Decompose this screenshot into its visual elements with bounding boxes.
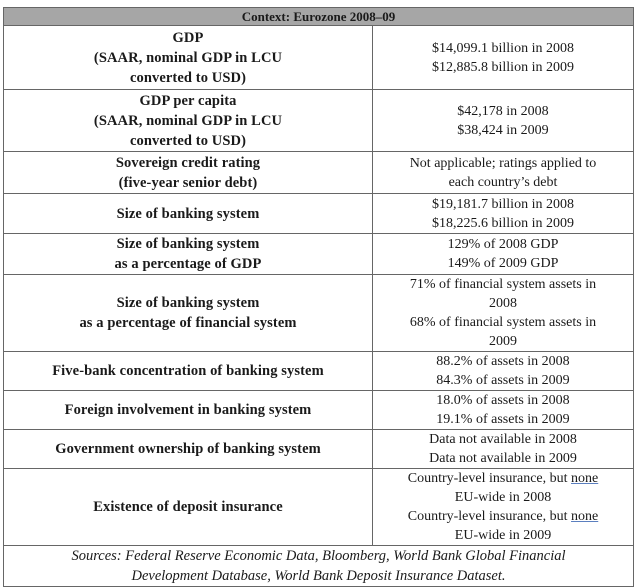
value-line: 18.0% of assets in 2008: [436, 393, 570, 408]
value-line: Not applicable; ratings applied to: [409, 155, 597, 171]
value-line: 19.1% of assets in 2009: [436, 412, 570, 427]
row-label: [4, 391, 373, 430]
row-value: [373, 26, 634, 90]
value-line: 129% of 2008 GDP: [447, 237, 559, 252]
value-line: 68% of financial system assets in: [409, 315, 597, 330]
label-line: converted to USD): [129, 132, 247, 149]
label-line: (SAAR, nominal GDP in LCU: [93, 49, 283, 66]
table-row-foreign-involvement: [4, 391, 634, 430]
row-label: [4, 352, 373, 391]
label-line: Size of banking system: [116, 236, 260, 252]
table-row-five-bank-concentration: [4, 352, 634, 391]
table-row-government-ownership: [4, 430, 634, 469]
row-label: [4, 430, 373, 469]
label-line: Five-bank concentration of banking system: [52, 363, 324, 379]
value-line: 2008: [489, 296, 517, 311]
value-line: $19,181.7 billion in 2008: [432, 196, 574, 212]
row-label: [4, 26, 373, 90]
value-line: $12,885.8 billion in 2009: [432, 59, 574, 75]
label-line: (SAAR, nominal GDP in LCU: [93, 112, 283, 129]
table-row-gdp: [4, 26, 634, 90]
row-label: [4, 469, 373, 546]
value-line: Data not available in 2009: [429, 451, 577, 466]
value-line: each country’s debt: [448, 174, 558, 190]
label-line: as a percentage of financial system: [79, 315, 297, 331]
label-line: Size of banking system: [116, 205, 260, 222]
row-value: [373, 275, 634, 352]
row-value: [373, 430, 634, 469]
label-line: Size of banking system: [116, 295, 260, 311]
value-line: 71% of financial system assets in: [409, 277, 597, 292]
value-line: [377, 507, 629, 526]
sources-line: Sources: Federal Reserve Economic Data, Bloomberg, World Bank Global Financial: [71, 548, 566, 564]
label-line: Foreign involvement in banking system: [64, 402, 312, 418]
label-line: Existence of deposit insurance: [93, 499, 283, 515]
row-label: [4, 194, 373, 234]
label-line: converted to USD): [129, 69, 247, 86]
label-line: (five-year senior debt): [118, 174, 258, 191]
label-line: GDP: [172, 29, 204, 46]
value-line: 2009: [489, 334, 517, 349]
label-line: Government ownership of banking system: [55, 441, 321, 457]
underlined-word: none: [571, 509, 599, 524]
table-header-row: [4, 8, 634, 26]
row-label: [4, 152, 373, 194]
row-value: [373, 152, 634, 194]
value-line: 149% of 2009 GDP: [447, 256, 559, 271]
table-row-deposit-insurance: [4, 469, 634, 546]
table-title: Context: Eurozone 2008–09: [4, 8, 634, 26]
table-row-gdp-per-capita: [4, 90, 634, 152]
value-line: EU-wide in 2008: [454, 490, 552, 505]
value-line: [377, 469, 629, 488]
value-line: Data not available in 2008: [429, 432, 577, 447]
table-row-banking-size: [4, 194, 634, 234]
row-value: [373, 194, 634, 234]
table-sources-row: [4, 546, 634, 587]
value-line: $18,225.6 billion in 2009: [432, 215, 574, 231]
row-label: [4, 234, 373, 275]
row-value: [373, 469, 634, 546]
label-line: as a percentage of GDP: [114, 256, 262, 272]
table-row-banking-pct-gdp: [4, 234, 634, 275]
sources-line: Development Database, World Bank Deposit Insurance Dataset.: [131, 568, 506, 584]
table-row-banking-pct-financial: [4, 275, 634, 352]
value-line: 84.3% of assets in 2009: [436, 373, 570, 388]
row-value: [373, 90, 634, 152]
value-line: EU-wide in 2009: [454, 528, 552, 543]
table-row-sovereign-rating: [4, 152, 634, 194]
row-value: [373, 352, 634, 391]
label-line: GDP per capita: [139, 92, 237, 109]
eurozone-context-table: [3, 7, 634, 587]
label-line: Sovereign credit rating: [115, 154, 261, 171]
value-line: $42,178 in 2008: [457, 103, 549, 119]
sources-note: [4, 546, 634, 587]
row-label: [4, 275, 373, 352]
value-line: 88.2% of assets in 2008: [436, 354, 570, 369]
row-value: [373, 234, 634, 275]
value-text: Country-level insurance, but: [407, 509, 572, 524]
row-label: [4, 90, 373, 152]
underlined-word: none: [571, 471, 599, 486]
value-text: Country-level insurance, but: [407, 471, 572, 486]
row-value: [373, 391, 634, 430]
value-line: $14,099.1 billion in 2008: [432, 40, 574, 56]
value-line: $38,424 in 2009: [457, 122, 549, 138]
